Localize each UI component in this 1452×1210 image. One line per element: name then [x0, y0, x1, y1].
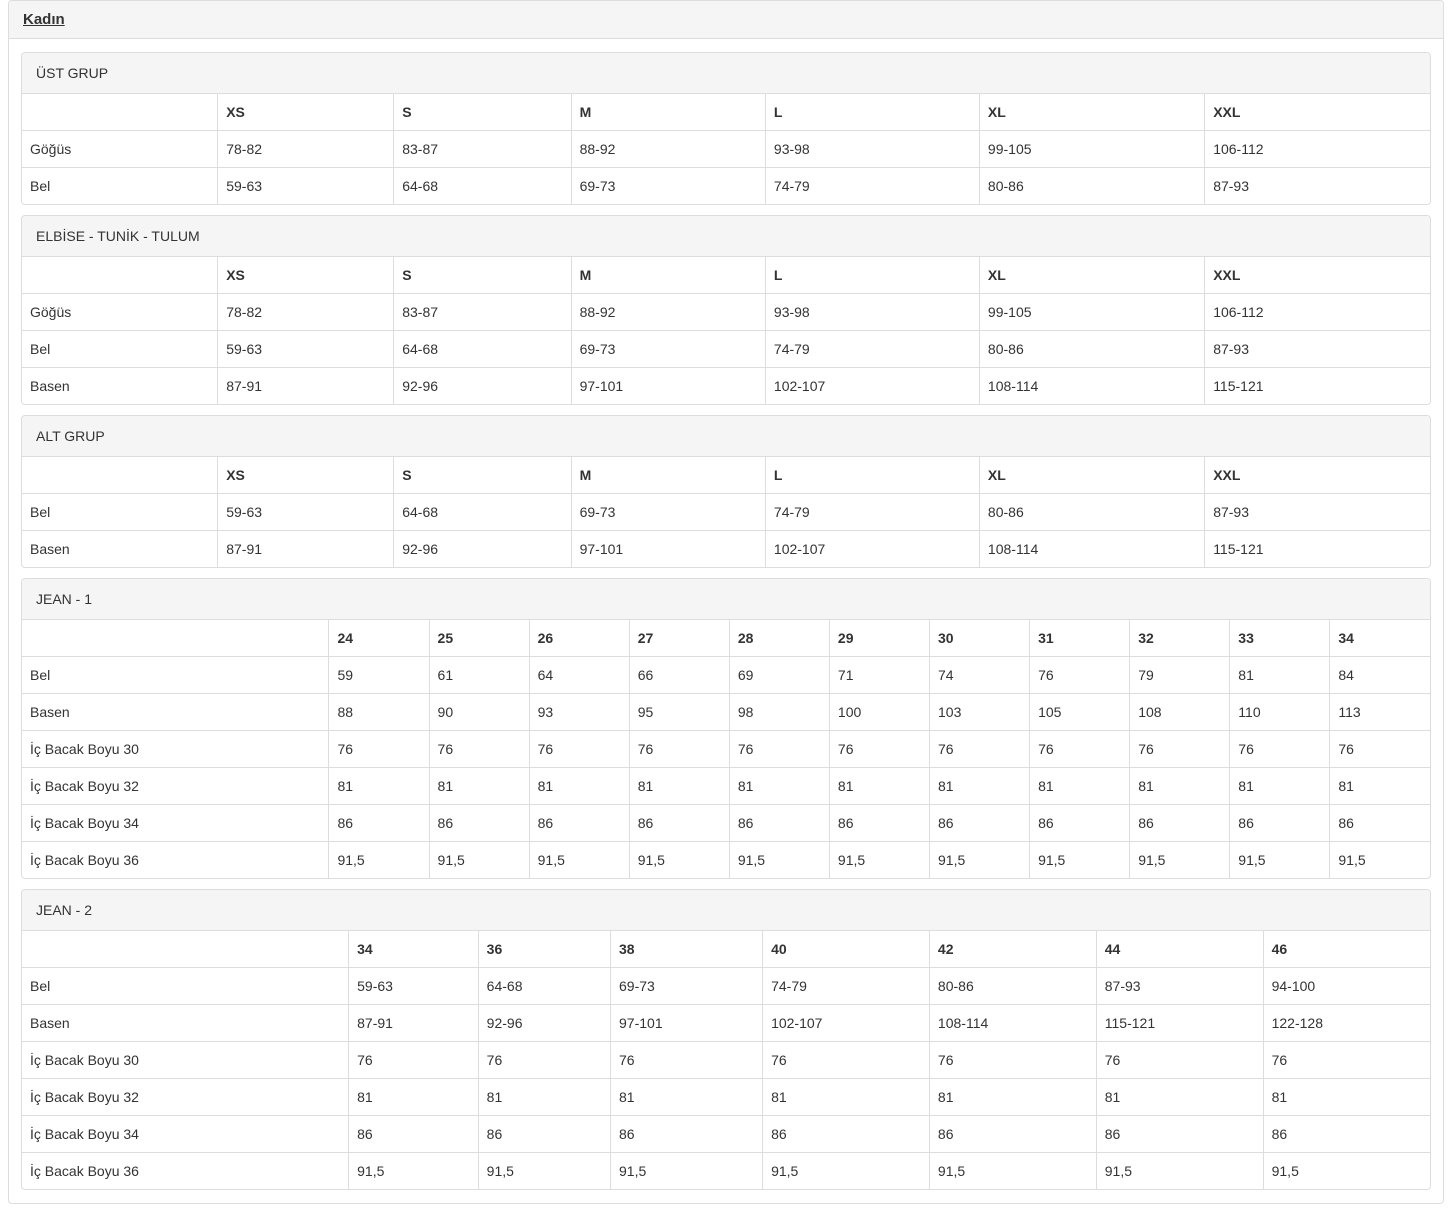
size-value-cell: 76 — [629, 731, 729, 768]
measurement-label: Bel — [22, 331, 218, 368]
size-value-cell: 80-86 — [979, 331, 1204, 368]
size-value-cell: 115-121 — [1205, 368, 1430, 405]
table-row — [22, 968, 1430, 1005]
size-value-cell: 76 — [478, 1042, 610, 1079]
size-panel-heading: JEAN - 1 — [22, 579, 1430, 620]
size-value-cell: 110 — [1230, 694, 1330, 731]
size-value-cell: 66 — [629, 657, 729, 694]
size-value-cell: 87-93 — [1205, 494, 1430, 531]
size-value-cell: 97-101 — [611, 1005, 763, 1042]
size-value-cell: 122-128 — [1263, 1005, 1430, 1042]
size-value-cell: 81 — [1230, 768, 1330, 805]
size-column-header: 24 — [329, 620, 429, 657]
size-column-header: 28 — [729, 620, 829, 657]
size-guide-container — [8, 0, 1444, 1204]
size-value-cell: 69-73 — [571, 494, 765, 531]
measurement-label: İç Bacak Boyu 32 — [22, 1079, 349, 1116]
size-value-cell: 92-96 — [394, 531, 571, 568]
size-column-header: XXL — [1205, 94, 1430, 131]
size-value-cell: 64-68 — [394, 331, 571, 368]
size-column-header: L — [765, 457, 979, 494]
size-column-header: 34 — [349, 931, 479, 968]
size-panel — [21, 52, 1431, 205]
size-value-cell: 81 — [629, 768, 729, 805]
size-value-cell: 88-92 — [571, 131, 765, 168]
corner-cell — [22, 94, 218, 131]
table-row — [22, 1042, 1430, 1079]
table-header-row — [22, 457, 1430, 494]
size-value-cell: 76 — [763, 1042, 930, 1079]
size-column-header: M — [571, 94, 765, 131]
size-value-cell: 76 — [930, 731, 1030, 768]
table-row — [22, 768, 1430, 805]
size-value-cell: 93-98 — [765, 294, 979, 331]
size-value-cell: 108-114 — [979, 531, 1204, 568]
size-value-cell: 99-105 — [979, 131, 1204, 168]
size-value-cell: 86 — [1263, 1116, 1430, 1153]
size-value-cell: 91,5 — [629, 842, 729, 879]
size-column-header: 32 — [1130, 620, 1230, 657]
measurement-label: İç Bacak Boyu 32 — [22, 768, 329, 805]
size-value-cell: 106-112 — [1205, 131, 1430, 168]
size-value-cell: 102-107 — [765, 368, 979, 405]
size-column-header: 36 — [478, 931, 610, 968]
size-value-cell: 81 — [329, 768, 429, 805]
size-tables-body — [9, 39, 1443, 1203]
size-value-cell: 113 — [1330, 694, 1430, 731]
size-value-cell: 97-101 — [571, 531, 765, 568]
measurement-label: Bel — [22, 168, 218, 205]
size-value-cell: 81 — [1130, 768, 1230, 805]
size-value-cell: 86 — [930, 805, 1030, 842]
size-value-cell: 87-91 — [218, 368, 394, 405]
size-value-cell: 91,5 — [349, 1153, 479, 1190]
size-value-cell: 91,5 — [1263, 1153, 1430, 1190]
size-value-cell: 80-86 — [929, 968, 1096, 1005]
size-value-cell: 86 — [1096, 1116, 1263, 1153]
size-value-cell: 86 — [329, 805, 429, 842]
size-value-cell: 76 — [429, 731, 529, 768]
size-value-cell: 81 — [611, 1079, 763, 1116]
size-value-cell: 80-86 — [979, 494, 1204, 531]
size-value-cell: 91,5 — [1230, 842, 1330, 879]
table-row — [22, 531, 1430, 568]
size-panel-heading: ELBİSE - TUNİK - TULUM — [22, 216, 1430, 257]
size-value-cell: 91,5 — [429, 842, 529, 879]
size-value-cell: 98 — [729, 694, 829, 731]
table-row — [22, 294, 1430, 331]
size-value-cell: 87-93 — [1096, 968, 1263, 1005]
size-value-cell: 91,5 — [1130, 842, 1230, 879]
size-column-header: L — [765, 257, 979, 294]
size-column-header: M — [571, 457, 765, 494]
size-value-cell: 86 — [429, 805, 529, 842]
size-column-header: 30 — [930, 620, 1030, 657]
measurement-label: Göğüs — [22, 131, 218, 168]
size-column-header: XL — [979, 457, 1204, 494]
size-column-header: XL — [979, 94, 1204, 131]
size-value-cell: 91,5 — [929, 1153, 1096, 1190]
size-value-cell: 69 — [729, 657, 829, 694]
gender-title-link[interactable]: Kadın — [23, 11, 65, 28]
size-value-cell: 59-63 — [349, 968, 479, 1005]
size-value-cell: 69-73 — [571, 168, 765, 205]
size-value-cell: 78-82 — [218, 294, 394, 331]
size-table — [22, 94, 1430, 204]
size-value-cell: 95 — [629, 694, 729, 731]
size-value-cell: 86 — [763, 1116, 930, 1153]
size-value-cell: 81 — [1030, 768, 1130, 805]
size-value-cell: 69-73 — [571, 331, 765, 368]
size-value-cell: 103 — [930, 694, 1030, 731]
size-value-cell: 99-105 — [979, 294, 1204, 331]
size-value-cell: 81 — [729, 768, 829, 805]
size-value-cell: 115-121 — [1096, 1005, 1263, 1042]
size-value-cell: 91,5 — [1030, 842, 1130, 879]
size-column-header: 29 — [829, 620, 929, 657]
table-row — [22, 694, 1430, 731]
size-value-cell: 81 — [929, 1079, 1096, 1116]
size-value-cell: 76 — [349, 1042, 479, 1079]
measurement-label: İç Bacak Boyu 30 — [22, 1042, 349, 1079]
table-row — [22, 131, 1430, 168]
size-value-cell: 69-73 — [611, 968, 763, 1005]
size-value-cell: 76 — [929, 1042, 1096, 1079]
table-row — [22, 657, 1430, 694]
size-value-cell: 91,5 — [763, 1153, 930, 1190]
table-row — [22, 168, 1430, 205]
size-value-cell: 100 — [829, 694, 929, 731]
table-header-row — [22, 257, 1430, 294]
size-value-cell: 90 — [429, 694, 529, 731]
size-value-cell: 94-100 — [1263, 968, 1430, 1005]
size-panel-heading: ÜST GRUP — [22, 53, 1430, 94]
measurement-label: Basen — [22, 368, 218, 405]
size-column-header: L — [765, 94, 979, 131]
size-value-cell: 86 — [529, 805, 629, 842]
size-value-cell: 88 — [329, 694, 429, 731]
size-value-cell: 87-91 — [349, 1005, 479, 1042]
table-header-row — [22, 94, 1430, 131]
size-value-cell: 74-79 — [765, 331, 979, 368]
size-panel-heading: ALT GRUP — [22, 416, 1430, 457]
measurement-label: İç Bacak Boyu 36 — [22, 842, 329, 879]
size-column-header: 42 — [929, 931, 1096, 968]
size-value-cell: 81 — [1096, 1079, 1263, 1116]
corner-cell — [22, 457, 218, 494]
table-row — [22, 1153, 1430, 1190]
size-column-header: 34 — [1330, 620, 1430, 657]
size-panel-heading: JEAN - 2 — [22, 890, 1430, 931]
size-value-cell: 64-68 — [394, 168, 571, 205]
size-value-cell: 76 — [329, 731, 429, 768]
table-row — [22, 731, 1430, 768]
size-value-cell: 115-121 — [1205, 531, 1430, 568]
size-value-cell: 59-63 — [218, 331, 394, 368]
measurement-label: Göğüs — [22, 294, 218, 331]
size-column-header: XL — [979, 257, 1204, 294]
measurement-label: Basen — [22, 531, 218, 568]
size-value-cell: 81 — [1263, 1079, 1430, 1116]
size-value-cell: 86 — [1030, 805, 1130, 842]
size-value-cell: 59 — [329, 657, 429, 694]
size-table — [22, 620, 1430, 878]
size-column-header: 40 — [763, 931, 930, 968]
table-row — [22, 842, 1430, 879]
size-value-cell: 83-87 — [394, 294, 571, 331]
size-value-cell: 91,5 — [329, 842, 429, 879]
size-value-cell: 81 — [763, 1079, 930, 1116]
size-value-cell: 81 — [1230, 657, 1330, 694]
size-value-cell: 92-96 — [394, 368, 571, 405]
size-value-cell: 74-79 — [765, 168, 979, 205]
size-value-cell: 86 — [629, 805, 729, 842]
size-value-cell: 81 — [930, 768, 1030, 805]
size-value-cell: 91,5 — [478, 1153, 610, 1190]
size-value-cell: 102-107 — [763, 1005, 930, 1042]
size-table — [22, 931, 1430, 1189]
size-value-cell: 64-68 — [478, 968, 610, 1005]
table-header-row — [22, 931, 1430, 968]
measurement-label: İç Bacak Boyu 30 — [22, 731, 329, 768]
size-value-cell: 86 — [1130, 805, 1230, 842]
corner-cell — [22, 257, 218, 294]
size-value-cell: 108 — [1130, 694, 1230, 731]
size-value-cell: 79 — [1130, 657, 1230, 694]
size-column-header: 46 — [1263, 931, 1430, 968]
size-value-cell: 108-114 — [929, 1005, 1096, 1042]
size-value-cell: 81 — [529, 768, 629, 805]
size-value-cell: 91,5 — [729, 842, 829, 879]
size-column-header: 38 — [611, 931, 763, 968]
panels-list — [21, 52, 1431, 1190]
measurement-label: Bel — [22, 968, 349, 1005]
table-row — [22, 494, 1430, 531]
size-value-cell: 91,5 — [1096, 1153, 1263, 1190]
size-value-cell: 81 — [829, 768, 929, 805]
measurement-label: İç Bacak Boyu 36 — [22, 1153, 349, 1190]
table-row — [22, 805, 1430, 842]
size-column-header: 44 — [1096, 931, 1263, 968]
size-value-cell: 59-63 — [218, 168, 394, 205]
size-value-cell: 92-96 — [478, 1005, 610, 1042]
size-value-cell: 76 — [1263, 1042, 1430, 1079]
size-panel — [21, 889, 1431, 1190]
corner-cell — [22, 620, 329, 657]
size-value-cell: 74-79 — [763, 968, 930, 1005]
size-value-cell: 83-87 — [394, 131, 571, 168]
size-value-cell: 87-93 — [1205, 168, 1430, 205]
size-panel — [21, 578, 1431, 879]
size-value-cell: 86 — [729, 805, 829, 842]
size-value-cell: 59-63 — [218, 494, 394, 531]
corner-cell — [22, 931, 349, 968]
size-value-cell: 76 — [1330, 731, 1430, 768]
size-value-cell: 91,5 — [829, 842, 929, 879]
size-value-cell: 86 — [1330, 805, 1430, 842]
table-row — [22, 1079, 1430, 1116]
size-value-cell: 76 — [1096, 1042, 1263, 1079]
size-value-cell: 81 — [349, 1079, 479, 1116]
size-value-cell: 86 — [1230, 805, 1330, 842]
size-value-cell: 71 — [829, 657, 929, 694]
size-column-header: XS — [218, 257, 394, 294]
size-value-cell: 88-92 — [571, 294, 765, 331]
size-value-cell: 97-101 — [571, 368, 765, 405]
size-column-header: XS — [218, 457, 394, 494]
size-value-cell: 76 — [1030, 731, 1130, 768]
table-row — [22, 1005, 1430, 1042]
size-column-header: 26 — [529, 620, 629, 657]
size-value-cell: 76 — [829, 731, 929, 768]
table-row — [22, 331, 1430, 368]
size-column-header: XXL — [1205, 257, 1430, 294]
size-value-cell: 91,5 — [529, 842, 629, 879]
size-value-cell: 105 — [1030, 694, 1130, 731]
size-value-cell: 91,5 — [930, 842, 1030, 879]
size-value-cell: 81 — [429, 768, 529, 805]
gender-accordion-header[interactable] — [9, 1, 1443, 39]
table-row — [22, 368, 1430, 405]
size-value-cell: 64-68 — [394, 494, 571, 531]
size-value-cell: 76 — [611, 1042, 763, 1079]
size-column-header: S — [394, 257, 571, 294]
size-column-header: S — [394, 457, 571, 494]
size-value-cell: 108-114 — [979, 368, 1204, 405]
size-column-header: 33 — [1230, 620, 1330, 657]
size-value-cell: 81 — [1330, 768, 1430, 805]
measurement-label: İç Bacak Boyu 34 — [22, 1116, 349, 1153]
size-value-cell: 74 — [930, 657, 1030, 694]
size-column-header: 25 — [429, 620, 529, 657]
size-table — [22, 257, 1430, 404]
size-value-cell: 93 — [529, 694, 629, 731]
size-panel — [21, 415, 1431, 568]
measurement-label: Basen — [22, 1005, 349, 1042]
size-value-cell: 76 — [729, 731, 829, 768]
size-value-cell: 86 — [829, 805, 929, 842]
size-value-cell: 93-98 — [765, 131, 979, 168]
size-panel — [21, 215, 1431, 405]
measurement-label: İç Bacak Boyu 34 — [22, 805, 329, 842]
measurement-label: Basen — [22, 694, 329, 731]
size-value-cell: 84 — [1330, 657, 1430, 694]
size-value-cell: 80-86 — [979, 168, 1204, 205]
size-value-cell: 86 — [929, 1116, 1096, 1153]
size-value-cell: 86 — [611, 1116, 763, 1153]
size-value-cell: 76 — [1030, 657, 1130, 694]
size-value-cell: 61 — [429, 657, 529, 694]
size-value-cell: 86 — [349, 1116, 479, 1153]
size-value-cell: 76 — [1130, 731, 1230, 768]
size-value-cell: 86 — [478, 1116, 610, 1153]
table-row — [22, 1116, 1430, 1153]
size-value-cell: 81 — [478, 1079, 610, 1116]
measurement-label: Bel — [22, 657, 329, 694]
size-column-header: 27 — [629, 620, 729, 657]
size-value-cell: 76 — [1230, 731, 1330, 768]
size-table — [22, 457, 1430, 567]
measurement-label: Bel — [22, 494, 218, 531]
size-column-header: 31 — [1030, 620, 1130, 657]
size-value-cell: 76 — [529, 731, 629, 768]
size-value-cell: 87-93 — [1205, 331, 1430, 368]
size-value-cell: 91,5 — [1330, 842, 1430, 879]
size-column-header: XS — [218, 94, 394, 131]
size-value-cell: 91,5 — [611, 1153, 763, 1190]
size-column-header: XXL — [1205, 457, 1430, 494]
size-value-cell: 102-107 — [765, 531, 979, 568]
size-value-cell: 74-79 — [765, 494, 979, 531]
table-header-row — [22, 620, 1430, 657]
size-value-cell: 64 — [529, 657, 629, 694]
size-column-header: S — [394, 94, 571, 131]
size-value-cell: 106-112 — [1205, 294, 1430, 331]
size-value-cell: 87-91 — [218, 531, 394, 568]
size-column-header: M — [571, 257, 765, 294]
size-value-cell: 78-82 — [218, 131, 394, 168]
